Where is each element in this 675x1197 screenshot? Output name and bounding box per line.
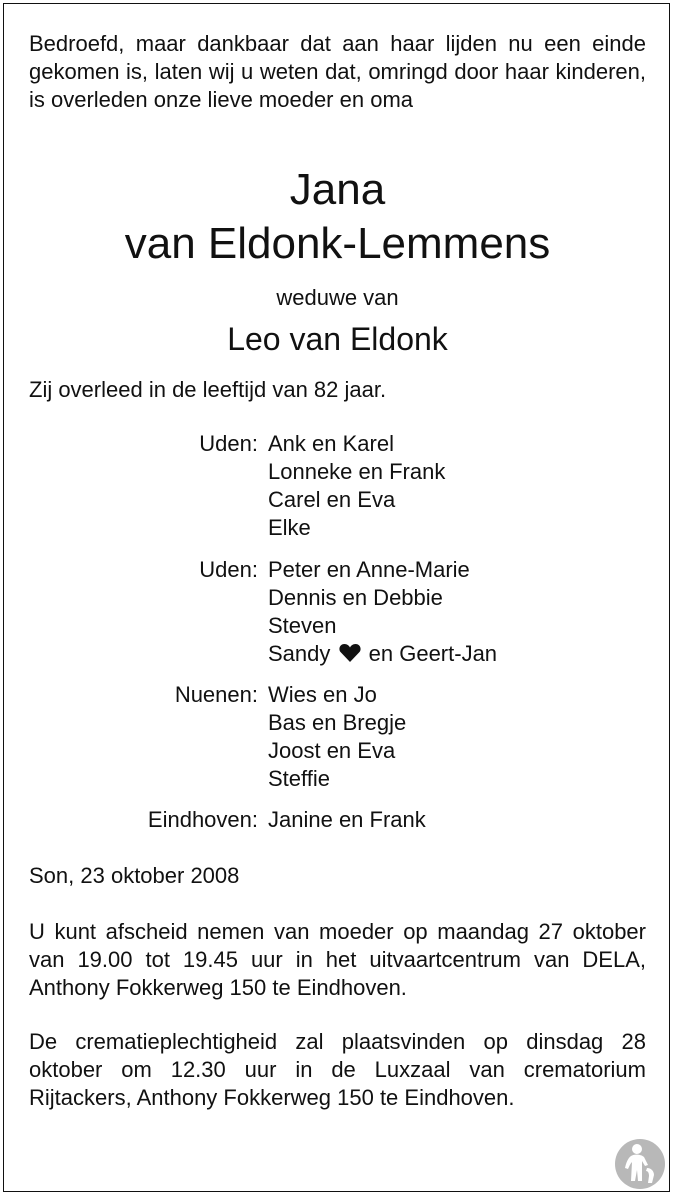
family-names xyxy=(268,806,426,834)
family-member: Janine en Frank xyxy=(268,807,426,832)
family-member: Joost en Eva xyxy=(268,738,396,763)
family-place: Eindhoven: xyxy=(147,807,258,832)
family-member-before-heart: Sandy xyxy=(268,641,331,666)
family-member: Ank en Karel xyxy=(268,431,394,456)
husband-name: Leo van Eldonk xyxy=(227,321,448,357)
farewell-text: U kunt afscheid nemen van moeder op maandag 27 oktober van 19.00 tot 19.45 uur in het uitvaartcentrum van DELA, Anthony Fokkerweg 150 te Eindhoven. xyxy=(29,919,646,1000)
family-place: Nuenen: xyxy=(174,682,258,707)
family-names xyxy=(268,681,406,793)
age-line: Zij overleed in de leeftijd van 82 jaar. xyxy=(29,377,387,402)
intro-text: Bedroefd, maar dankbaar dat aan haar lijden nu een einde gekomen is, laten wij u weten dat, omringd door haar kinderen, is overleden onze lieve moeder en oma xyxy=(29,31,646,112)
family-names xyxy=(268,556,497,668)
family-member: Steffie xyxy=(268,766,330,791)
heart-icon xyxy=(339,643,361,663)
cremation-text: De crematieplechtigheid zal plaatsvinden op dinsdag 28 oktober om 12.30 uur in de Luxzaal van crematorium Rijtackers, Anthony Fokkerweg 150 te Eindhoven. xyxy=(29,1029,646,1110)
place-date: Son, 23 oktober 2008 xyxy=(29,863,240,888)
deceased-first-name: Jana xyxy=(289,165,386,214)
family-member: Carel en Eva xyxy=(268,487,396,512)
memorial-logo-icon xyxy=(614,1138,666,1190)
family-place: Uden: xyxy=(199,431,258,456)
family-names xyxy=(268,430,445,542)
widow-of-label: weduwe van xyxy=(276,285,399,310)
family-member: Wies en Jo xyxy=(268,682,377,707)
family-member: Bas en Bregje xyxy=(268,710,407,735)
family-member-heart-line xyxy=(268,640,497,668)
family-member: Dennis en Debbie xyxy=(268,585,443,610)
deceased-last-name: van Eldonk-Lemmens xyxy=(124,219,551,268)
family-member: Peter en Anne-Marie xyxy=(268,557,470,582)
family-member: Lonneke en Frank xyxy=(268,459,446,484)
family-member: Elke xyxy=(268,515,311,540)
family-place: Uden: xyxy=(199,557,258,582)
family-member: Steven xyxy=(268,613,337,638)
family-member-after-heart: en Geert-Jan xyxy=(368,641,498,666)
